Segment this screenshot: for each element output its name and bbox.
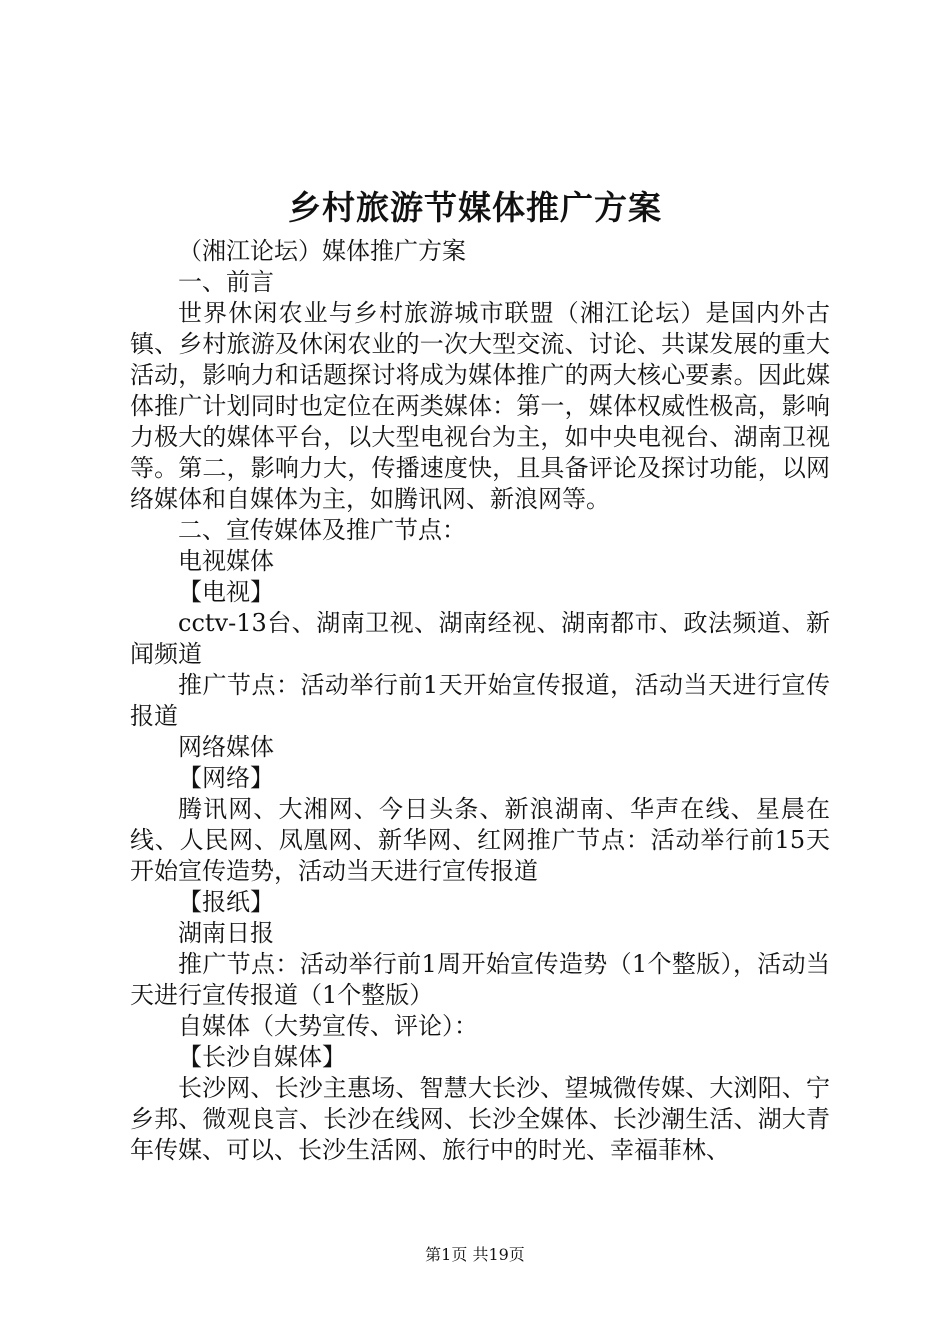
paragraph-changsha-list: 长沙网、长沙主惠场、智慧大长沙、望城微传媒、大浏阳、宁乡邦、微观良言、长沙在线网、长沙全媒体、长沙潮生活、湖大青年传媒、可以、长沙生活网、旅行中的时光、幸福菲林、 [130,1074,830,1164]
paragraph-preface: 世界休闲农业与乡村旅游城市联盟（湘江论坛）是国内外古镇、乡村旅游及休闲农业的一次大型交流、讨论、共谋发展的重大活动，影响力和话题探讨将成为媒体推广的两大核心要素。因此媒体推广计划同时也定位在两类媒体：第一，媒体权威性极高，影响力极大的媒体平台，以大型电视台为主，如中央电视台、湖南卫视等。第二，影响力大，传播速度快，且具备评论及探讨功能，以网络媒体和自媒体为主，如腾讯网、新浪网等。 [130,299,830,513]
paragraph-tv-media: 电视媒体 [178,547,274,575]
label-network: 【网络】 [178,764,274,792]
paragraph-newspaper-name: 湖南日报 [178,919,274,947]
paragraph-newspaper-schedule: 推广节点：活动举行前1周开始宣传造势（1个整版），活动当天进行宣传报道（1个整版） [130,950,830,1009]
paragraph-tv-channels: cctv-13台、湖南卫视、湖南经视、湖南都市、政法频道、新闻频道 [130,609,830,668]
page-footer: 第1页 共19页 [425,1245,525,1264]
paragraph-network-list: 腾讯网、大湘网、今日头条、新浪湖南、华声在线、星晨在线、人民网、凤凰网、新华网、红网推广节点：活动举行前15天开始宣传造势，活动当天进行宣传报道 [130,795,830,885]
section-heading-preface: 一、前言 [178,268,274,296]
label-newspaper: 【报纸】 [178,888,274,916]
section-heading-media: 二、宣传媒体及推广节点： [178,516,466,544]
paragraph-network-media: 网络媒体 [178,733,274,761]
label-changsha-self-media: 【长沙自媒体】 [178,1043,346,1071]
paragraph-self-media: 自媒体（大势宣传、评论）： [178,1012,478,1040]
paragraph-tv-schedule: 推广节点：活动举行前1天开始宣传报道，活动当天进行宣传报道 [130,671,830,730]
document-body [130,236,830,1166]
paragraph-subtitle: （湘江论坛）媒体推广方案 [178,237,466,265]
document-title: 乡村旅游节媒体推广方案 [288,188,662,227]
label-tv: 【电视】 [178,578,274,606]
